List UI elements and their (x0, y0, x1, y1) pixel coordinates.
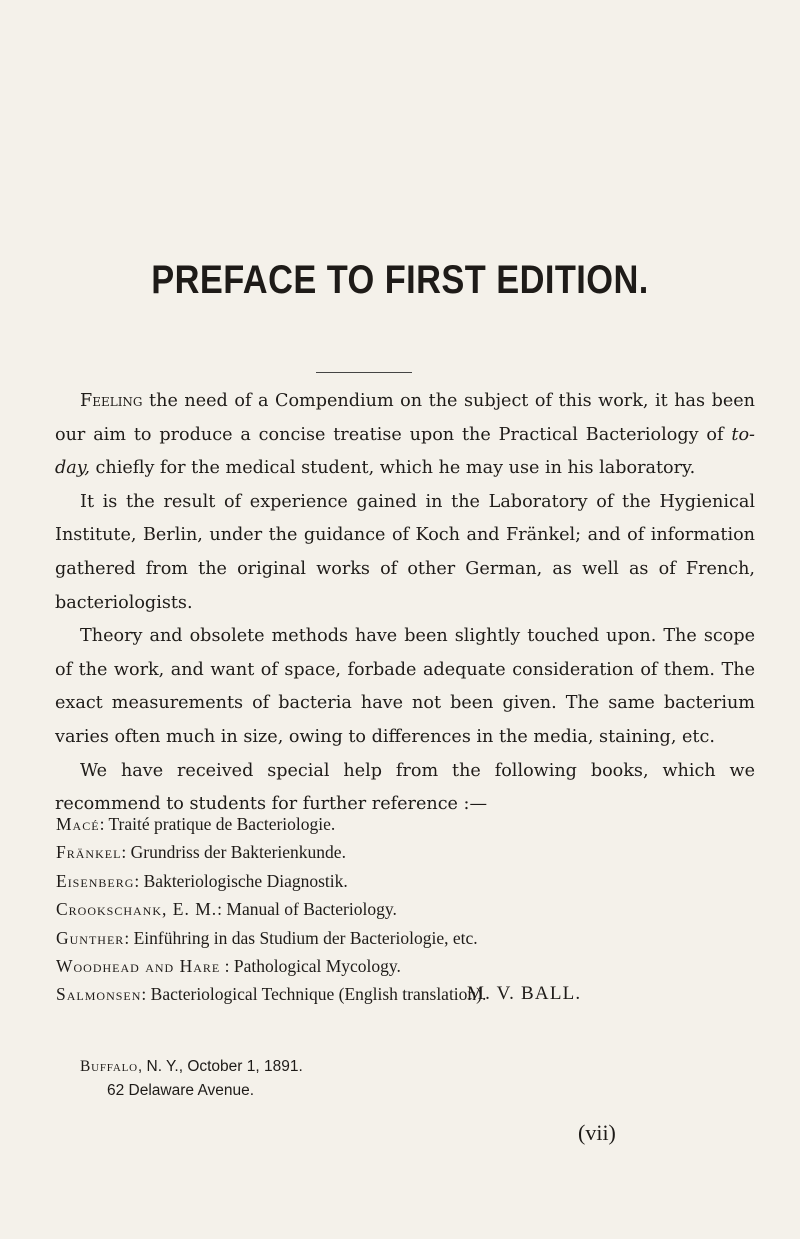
place-address: 62 Delaware Avenue. (107, 1082, 255, 1099)
paragraph-1 (55, 385, 755, 486)
reference-author: Fränkel (56, 842, 122, 863)
reference-item: Woodhead and Hare : Pathological Mycology. (56, 956, 401, 977)
paragraph-2: It is the result of experience gained in the Laboratory of the Hygienical Institute, Berlin, under the guidance of Koch and Fränkel; and of information gathered from the original works of other German, as well as of French, bacteriologists. (55, 491, 755, 613)
reference-work: Pathological Mycology. (233, 956, 401, 977)
author-signature: M. V. BALL. (467, 983, 582, 1004)
reference-author: Woodhead and Hare (56, 956, 221, 977)
place-city: Buffalo (80, 1058, 138, 1075)
reference-author: Macé (56, 814, 100, 834)
reference-item: Fränkel: Grundriss der Bakterienkunde. (56, 842, 346, 863)
reference-item: Crookschank, E. M.: Manual of Bacteriology. (56, 899, 397, 920)
reference-author: Salmonsen (56, 984, 142, 1005)
reference-work: Einführing in das Studium der Bacteriologie, etc. (133, 927, 478, 948)
reference-list (56, 810, 756, 1009)
place-date: , N. Y., October 1, 1891. (137, 1058, 303, 1075)
paragraph-3: Theory and obsolete methods have been slightly touched upon. The scope of the work, and want of space, forbade adequate consideration of them. The exact measurements of bacteria have not been given. The same bacterium varies often much in size, owing to differences in the media, staining, etc. (55, 626, 755, 747)
reference-author: Eisenberg (56, 870, 135, 891)
preface-body (55, 385, 755, 822)
reference-work: Bacteriological Technique (English translation). (150, 984, 487, 1005)
paragraph-tail: chiefly for the medical student, which he may use in his laboratory. (89, 458, 696, 479)
page-number: (vii) (578, 1120, 616, 1145)
paragraph-text: the need of a Compendium on the subject of this work, it has been our aim to produce a concise treatise upon the Practical Bacteriology of (55, 391, 755, 445)
page-title: PREFACE TO FIRST EDITION. (151, 258, 649, 302)
reference-item: Macé: Traité pratique de Bacteriologie. (56, 814, 336, 834)
paragraph-italic: to-day, (55, 424, 755, 479)
reference-work: Manual of Bacteriology. (226, 899, 397, 920)
reference-work: Traité pratique de Bacteriologie. (108, 814, 336, 834)
place-line (80, 1055, 303, 1079)
paragraph-lead: Feeling (80, 391, 143, 411)
place-and-date (80, 1055, 303, 1103)
paragraph-4: We have received special help from the following books, which we recommend to students for further reference :— (55, 760, 755, 815)
reference-author: Crookschank, E. M. (56, 899, 218, 920)
reference-item: Salmonsen: Bacteriological Technique (English translation). (56, 984, 487, 1005)
reference-author: Gunther (56, 927, 125, 948)
reference-work: Grundriss der Bakterienkunde. (130, 842, 346, 863)
reference-work: Bakteriologische Diagnostik. (143, 870, 348, 891)
reference-item: Eisenberg: Bakteriologische Diagnostik. (56, 870, 348, 891)
title-divider (316, 372, 412, 373)
reference-item: Gunther: Einführing in das Studium der Bacteriologie, etc. (56, 927, 478, 948)
